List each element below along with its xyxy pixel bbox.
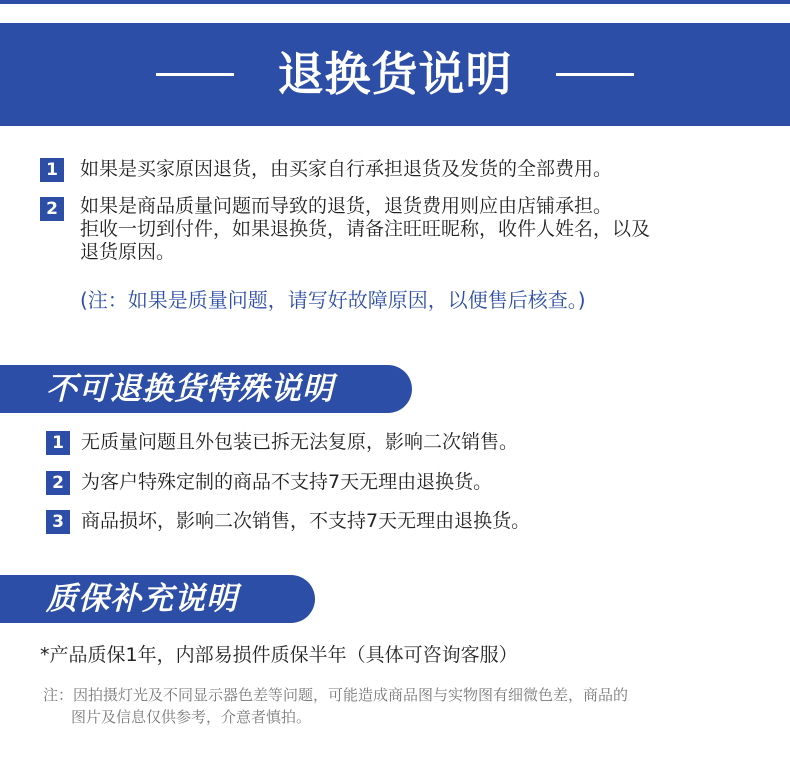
list-number-badge: 1 (40, 158, 64, 182)
list-number-badge: 2 (40, 197, 64, 221)
list-number-badge: 1 (46, 431, 70, 455)
list-item-text: 如果是商品质量问题而导致的退货，退货费用则应由店铺承担。 (80, 195, 613, 217)
disclaimer-line: 图片及信息仅供参考，介意者慎拍。 (71, 708, 312, 726)
section-banner-warranty (0, 575, 315, 623)
list-item-text: 退货原因。 (80, 241, 176, 263)
warranty-text: *产品质保1年，内部易损件质保半年（具体可咨询客服） (40, 644, 518, 666)
list-number-badge: 3 (46, 510, 70, 534)
section-banner-no-return (0, 365, 412, 413)
section-title: 不可退换货特殊说明 (46, 371, 334, 407)
color-disclaimer (43, 684, 628, 728)
header-banner (0, 23, 790, 126)
section-title: 质保补充说明 (46, 581, 238, 617)
list-item-text: 商品损坏，影响二次销售，不支持7天无理由退换货。 (81, 510, 531, 532)
list-item-text: 如果是买家原因退货，由买家自行承担退货及发货的全部费用。 (80, 158, 613, 180)
top-accent-line (0, 0, 790, 4)
quality-note: (注：如果是质量问题，请写好故障原因，以便售后核查。) (80, 288, 586, 312)
list-item-text: 无质量问题且外包装已拆无法复原，影响二次销售。 (81, 431, 519, 453)
disclaimer-line: 注：因拍摄灯光及不同显示器色差等问题，可能造成商品图与实物图有细微色差，商品的 (43, 686, 629, 704)
header-right-rule (556, 73, 634, 76)
list-number-badge: 2 (46, 471, 70, 495)
page-title: 退换货说明 (277, 47, 513, 101)
list-item-text: 拒收一切到付件，如果退换货，请备注旺旺昵称，收件人姓名，以及 (80, 218, 651, 240)
list-item-text: 为客户特殊定制的商品不支持7天无理由退换货。 (81, 471, 493, 493)
